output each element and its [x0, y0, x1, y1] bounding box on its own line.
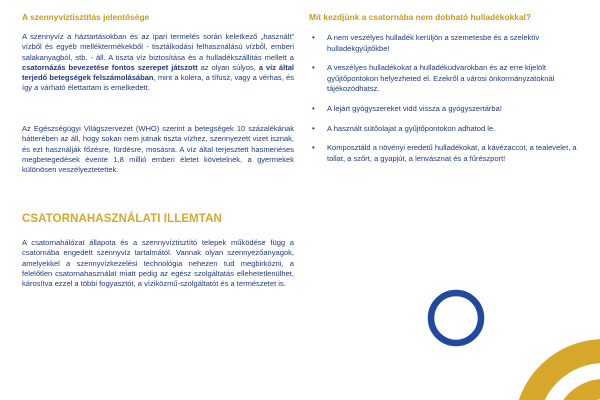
bullet-icon: • [312, 123, 315, 133]
paragraph-wastewater-intro: A szennyvíz a háztartásokban és az ipari termelés során keletkező „használt” vízből és egyéb melléktermékekből - tisztálkodási felhasználású vízből, emberi salakanyagból, stb. - áll. A tiszta víz biztosítása és a hulladékszállítás mellett a csatornázás bevezetése fontos szerepet játszott az olyan súlyos, a víz által terjedő betegségek felszámolásában, mint a kolera, a tífusz, vagy a vérhas, és így a várható élettartam is emelkedett. [22, 32, 295, 93]
section-heading-importance: A szennyvíztisztítás jelentősége [22, 12, 150, 22]
list-item: • A nem veszélyes hulladék kerüljön a szemetesbe és a szelektív hulladékgyűjtőkbe! [312, 33, 540, 53]
blue-ring [431, 293, 481, 343]
paragraph-who: Az Egészségügyi Világszervezet (WHO) szerint a betegségek 10 százalékának hátterében az áll, hogy sokan nem jutnak tiszta vízhez, szennyezett vizet isznak, és ezt használják főzésre, fürdésre, mosásra. A víz által terjesztett hasmenéses megbetegedések évente 1,8 millió emberi életet követelnek, a gyermekek különösen veszélyeztetettek. [22, 124, 294, 174]
section-heading-waste: Mit kezdjünk a csatornába nem dobható hulladékokkal? [309, 12, 531, 22]
paragraph-sewer-usage: A csatornahálózat állapota és a szennyvíztisztító telepek működése függ a csatornába engedett szennyvíz tartalmától. Vannak olyan szennyezőanyagok, amelyekkel a szennyvízkezelési technológia nehezen tud megbirkózni, a felelőtlen csatornahasználat miatt pedig az egész szolgáltatás ellehetetlenülhet, károsítva ezzel a többi fogyasztót, a víziközmű-szolgáltatót és a természetet is. [22, 238, 294, 288]
list-item: • Komposztáld a növényi eredetű hulladékokat, a kávézaccot, a tealevelet, a tollat, a szőrt, a gyapjút, a lenvásznat és a fűrészport! [312, 143, 577, 163]
list-item: • A veszélyes hulladékokat a hulladékudvarokban és az erre kijelölt gyűjtőpontokon helyezheted el. Ezekről a városi önkormányzatoknál tájékozódhatsz. [312, 63, 555, 94]
bullet-icon: • [312, 143, 315, 153]
bullet-icon: • [312, 63, 315, 73]
bullet-icon: • [312, 103, 315, 113]
gold-inner-ring [564, 389, 600, 400]
list-item: • A használt sütőolajat a gyűjtőpontokon adhatod le. [312, 123, 496, 133]
section-title-etiquette: CSATORNAHASZNÁLATI ILLEMTAN [22, 213, 222, 225]
list-item: • A lejárt gyógyszereket vidd vissza a gyógyszertárba! [312, 103, 502, 113]
bullet-icon: • [312, 33, 315, 42]
